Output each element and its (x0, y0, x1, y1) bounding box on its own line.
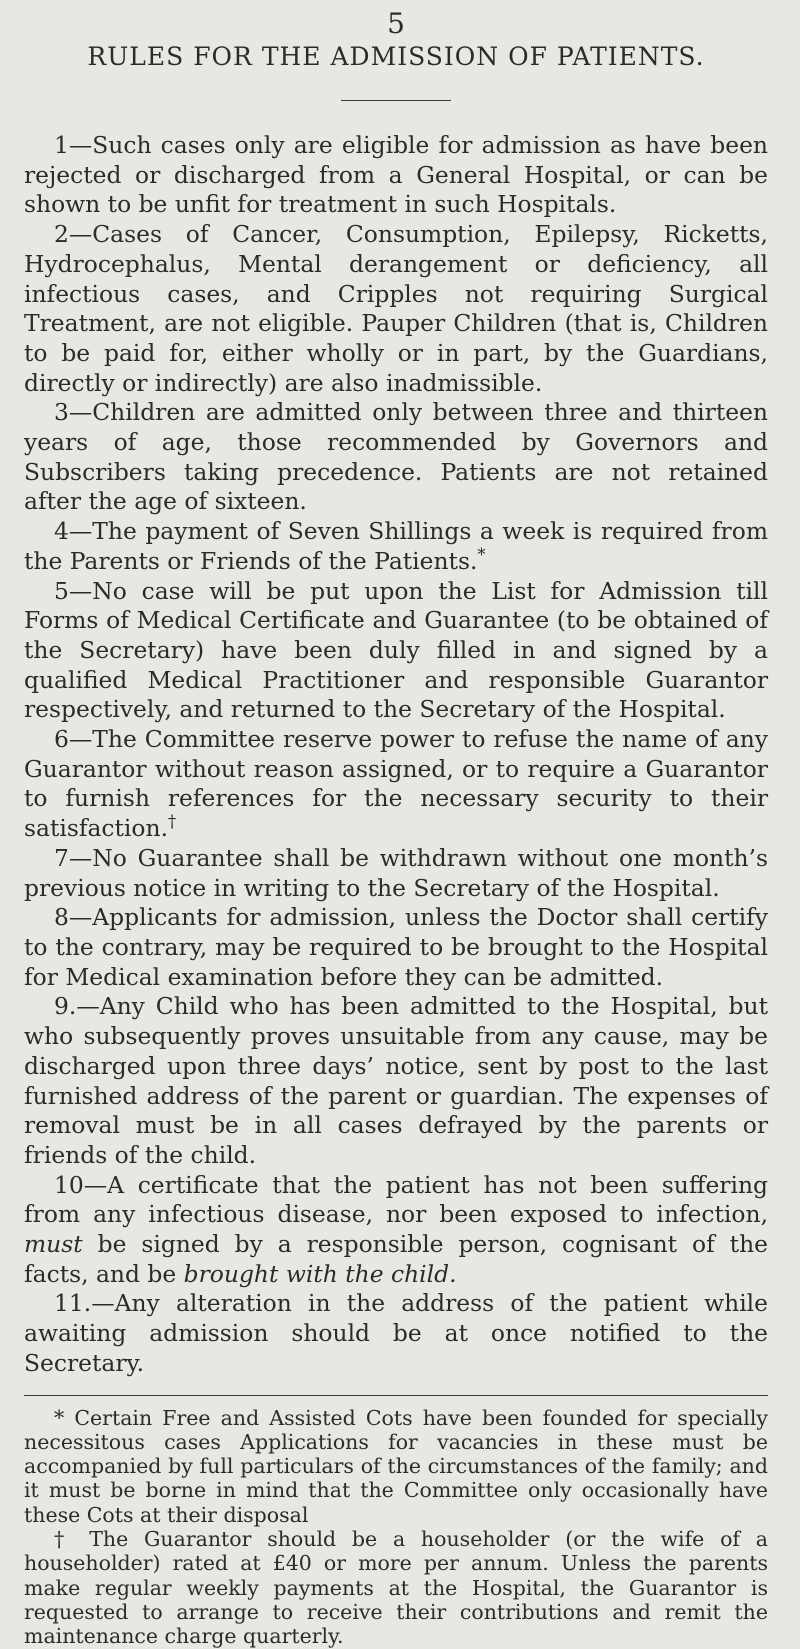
rule-text: Any Child who has been admitted to the Hospital, but who subsequently proves unsuitable from any cause, may be discharged upon three days’ notice, sent by post to the last furnished address of the parent or guardian. The expenses of removal must be in all cases defrayed by the parents or friends of the child. (24, 992, 768, 1169)
rule-number: 3— (54, 398, 93, 427)
rule-5 (24, 577, 768, 726)
rule-11 (24, 1289, 768, 1378)
footnotes (24, 1406, 768, 1649)
rule-number: 5— (54, 576, 93, 605)
page-title: RULES FOR THE ADMISSION OF PATIENTS. (87, 42, 705, 71)
rule-text: No Guarantee shall be withdrawn without one month’s previous notice in writing to the Secretary of the Hospital. (24, 843, 768, 902)
rule-number: 2— (54, 220, 93, 249)
rule-number: 10— (54, 1170, 108, 1199)
rule-10 (24, 1171, 768, 1290)
rule-text: Cases of Cancer, Consumption, Epilepsy, Ricketts, Hydrocephalus, Mental derangement or deficiency, all infectious cases, and Cripples not requiring Surgical Treatment, are not eligible. Pauper Children (that is, Children to be paid for, either wholly or in part, by the Guardians, directly or indirectly) are also inadmissible. (24, 220, 768, 397)
footnote-free-cots: * Certain Free and Assisted Cots have been founded for specially necessitous cases Applications for vacancies in these must be accompanied by full particulars of the circumstances of the family; and it must be borne in mind that the Committee only occasionally have these Cots at their disposal (24, 1405, 768, 1527)
rule-2 (24, 220, 768, 398)
rule-3 (24, 398, 768, 517)
rule-emphasis: must (24, 1230, 83, 1259)
rule-7 (24, 844, 768, 903)
rule-text: Any alteration in the address of the patient while awaiting admission should be at once notified to the Secretary. (24, 1289, 768, 1377)
rule-text-continued: be signed by a responsible person, cognisant of the facts, and be (24, 1230, 768, 1288)
rule-6 (24, 725, 768, 844)
rule-text: Applicants for admission, unless the Doctor shall certify to the contrary, may be required to be brought to the Hospital for Medical examination before they can be admitted. (24, 903, 768, 991)
rule-text: Children are admitted only between three and thirteen years of age, those recommended by Governors and Subscribers taking precedence. Patients are not retained after the age of sixteen. (24, 398, 768, 516)
title-divider (341, 100, 451, 101)
rule-text: A certificate that the patient has not been suffering from any infectious disease, nor been exposed to infection, (24, 1170, 768, 1229)
rule-text: No case will be put upon the List for Admission till Forms of Medical Certificate and Guarantee (to be obtained of the Secretary) have been duly filled in and signed by a qualified Medical Practitioner and responsible Guarantor respectively, and returned to the Secretary of the Hospital. (24, 576, 768, 724)
rule-number: 6— (54, 725, 93, 754)
rules-list (24, 131, 768, 1379)
rule-text: Such cases only are eligible for admission as have been rejected or discharged from a General Hospital, or can be shown to be unfit for treatment in such Hospitals. (24, 131, 768, 219)
rule-1 (24, 131, 768, 220)
rule-number: 7— (54, 843, 93, 872)
rule-number: 4— (54, 517, 93, 546)
rule-9 (24, 992, 768, 1170)
footnote-mark: † (168, 812, 177, 832)
rule-number: 8— (54, 903, 93, 932)
rule-number: 1— (54, 131, 93, 159)
rule-number: 11.— (54, 1289, 115, 1318)
rule-emphasis-closing: brought with the child. (183, 1259, 457, 1288)
rule-4 (24, 517, 768, 576)
footnote-divider (24, 1395, 768, 1396)
rule-text: The payment of Seven Shillings a week is required from the Parents or Friends of the Patients. (24, 517, 768, 575)
footnote-mark: * (477, 545, 486, 565)
rule-8 (24, 903, 768, 992)
footnote-guarantor: † The Guarantor should be a householder (or the wife of a householder) rated at £40 or more per annum. Unless the parents make regular weekly payments at the Hospital, the Guarantor is requested to arrange to receive their contributions and remit the maintenance charge quarterly. (24, 1527, 768, 1649)
page-number: 5 (387, 7, 405, 40)
rule-text: The Committee reserve power to refuse the name of any Guarantor without reason assigned, or to require a Guarantor to furnish references for the necessary security to their satisfaction. (24, 725, 768, 843)
rule-number: 9.— (54, 992, 100, 1021)
